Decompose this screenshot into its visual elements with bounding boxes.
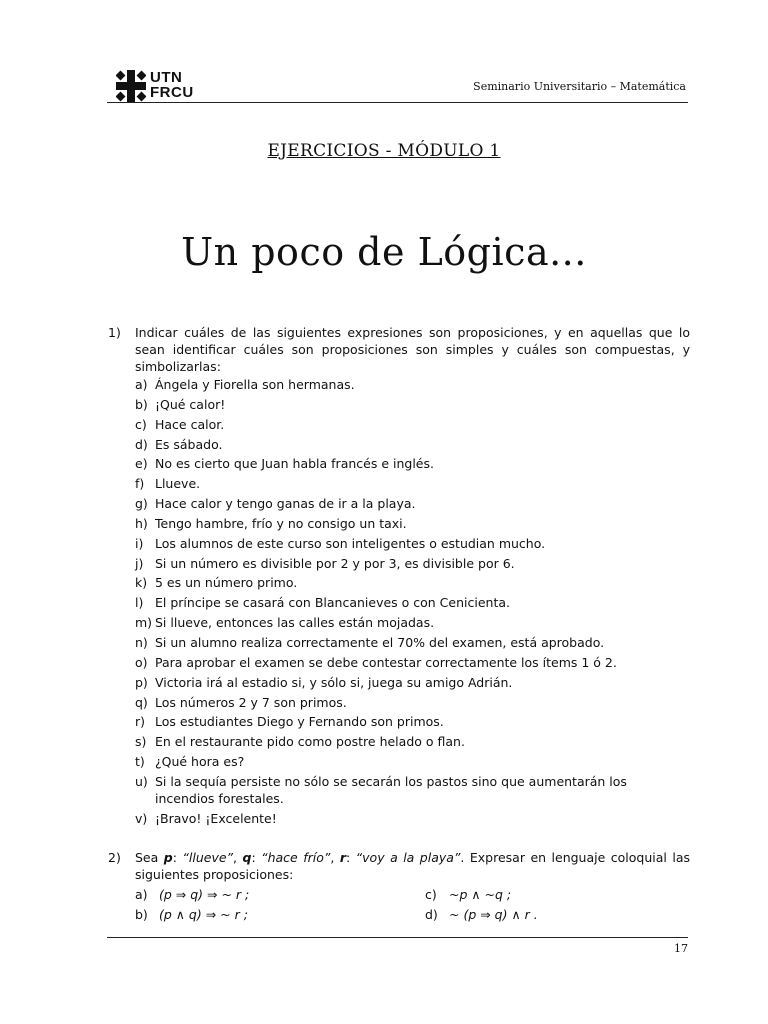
sea-word: Sea	[135, 850, 159, 865]
exercise-2-instruction: . Expresar en lenguaje coloquial las siguientes proposiciones:	[135, 850, 690, 882]
item-text: Si un número es divisible por 2 y por 3, es divisible por 6.	[155, 555, 515, 571]
item-text: Ángela y Fiorella son hermanas.	[155, 377, 355, 392]
list-item	[135, 594, 690, 611]
exercise-1-statement: Indicar cuáles de las siguientes expresiones son proposiciones, y en aquellas que lo sean identificar cuáles son proposiciones son simples y cuáles son compuestas, y simbolizarlas:	[135, 325, 690, 374]
utn-logo	[116, 70, 196, 102]
item-text: ¿Qué hora es?	[155, 754, 245, 770]
page-title: Un poco de Lógica...	[181, 230, 587, 274]
formula: (p ⇒ q) ⇒ ~ r ;	[159, 887, 250, 902]
list-item	[135, 436, 690, 453]
formula: ~ (p ⇒ q) ∧ r .	[449, 907, 538, 922]
q-definition: “hace frío”	[261, 850, 331, 865]
item-label: a)	[135, 377, 148, 392]
item-text: Hace calor.	[155, 416, 225, 432]
list-item	[135, 674, 690, 691]
formula-item	[425, 886, 690, 903]
p-symbol: p	[163, 850, 173, 865]
item-label: c)	[425, 887, 437, 902]
list-item	[135, 753, 690, 770]
item-text: Tengo hambre, frío y no consigo un taxi.	[155, 515, 407, 531]
item-label: p)	[135, 674, 148, 690]
item-label: k)	[135, 575, 148, 591]
list-item	[135, 376, 690, 393]
header-divider	[107, 102, 688, 103]
item-label: t)	[135, 754, 145, 770]
item-text: ¡Qué calor!	[155, 396, 226, 412]
item-text: Victoria irá al estadio si, y sólo si, juega su amigo Adrián.	[155, 674, 513, 690]
item-text: El príncipe se casará con Blancanieves o con Cenicienta.	[155, 595, 510, 611]
item-label: m)	[135, 615, 153, 631]
item-text: No es cierto que Juan habla francés e inglés.	[155, 456, 434, 472]
item-label: b)	[135, 907, 148, 922]
list-item	[135, 713, 690, 730]
item-text: 5 es un número primo.	[155, 575, 298, 591]
item-label: v)	[135, 810, 148, 826]
p-definition: “llueve”	[182, 850, 234, 865]
item-label: o)	[135, 654, 148, 670]
item-text: Los estudiantes Diego y Fernando son primos.	[155, 714, 444, 730]
list-item	[135, 654, 690, 671]
item-text: Para aprobar el examen se debe contestar correctamente los ítems 1 ó 2.	[155, 654, 617, 670]
item-text: Llueve.	[155, 476, 201, 492]
list-item	[135, 515, 690, 532]
r-symbol: r	[339, 850, 346, 865]
logo-text	[150, 70, 194, 100]
item-text: ¡Bravo! ¡Excelente!	[155, 810, 277, 826]
item-text: Los alumnos de este curso son inteligentes o estudian mucho.	[155, 535, 546, 551]
item-label: a)	[135, 887, 148, 902]
item-label: g)	[135, 496, 148, 512]
exercise-2-number: 2)	[108, 850, 121, 865]
formula: ~p ∧ ~q ;	[449, 887, 512, 902]
item-label: f)	[135, 476, 145, 492]
list-item	[135, 810, 690, 827]
list-item	[135, 614, 690, 631]
exercise-2	[108, 849, 690, 923]
item-text: Si un alumno realiza correctamente el 70% del examen, está aprobado.	[155, 634, 605, 650]
list-item	[135, 455, 690, 472]
formula: (p ∧ q) ⇒ ~ r ;	[159, 907, 248, 922]
list-item	[135, 416, 690, 433]
item-label: d)	[135, 436, 148, 452]
item-text: Los números 2 y 7 son primos.	[155, 694, 347, 710]
exercise-1	[108, 324, 690, 830]
q-symbol: q	[242, 850, 252, 865]
module-subtitle: EJERCICIOS - MÓDULO 1	[267, 141, 501, 161]
formula-item	[135, 886, 425, 903]
item-label: b)	[135, 396, 148, 412]
item-text: Es sábado.	[155, 436, 223, 452]
list-item	[135, 535, 690, 552]
logo-line-frcu: FRCU	[150, 84, 194, 101]
exercise-1-items	[135, 376, 690, 827]
course-header: Seminario Universitario – Matemática	[473, 80, 686, 93]
logo-line-utn: UTN	[150, 69, 183, 86]
item-label: d)	[425, 907, 438, 922]
exercise-2-items	[135, 886, 690, 923]
item-label: r)	[135, 714, 146, 730]
item-text: En el restaurante pido como postre helado o flan.	[155, 734, 465, 750]
item-label: h)	[135, 515, 148, 531]
r-definition: “voy a la playa”	[355, 850, 461, 865]
item-label: q)	[135, 694, 148, 710]
item-label: l)	[135, 595, 144, 611]
formula-item	[425, 906, 690, 923]
item-label: s)	[135, 734, 147, 750]
item-text: Si la sequía persiste no sólo se secarán los pastos sino que aumentarán los incendios forestales.	[155, 773, 627, 806]
item-text: Si llueve, entonces las calles están mojadas.	[155, 615, 435, 631]
list-item	[135, 634, 690, 651]
list-item	[135, 574, 690, 591]
item-text: Hace calor y tengo ganas de ir a la playa.	[155, 496, 416, 512]
exercise-2-statement: Sea p: “llueve”, q: “hace frío”, r: “voy a la playa”. Expresar en lenguaje coloquial las siguientes proposiciones:	[135, 850, 690, 882]
item-label: u)	[135, 773, 148, 789]
list-item	[135, 773, 690, 807]
list-item	[135, 694, 690, 711]
list-item	[135, 396, 690, 413]
page-number: 17	[674, 942, 688, 955]
footer-divider	[107, 937, 688, 938]
exercise-1-number: 1)	[108, 325, 121, 340]
item-label: j)	[135, 555, 144, 571]
item-label: n)	[135, 634, 148, 650]
item-label: i)	[135, 535, 144, 551]
list-item	[135, 495, 690, 512]
list-item	[135, 475, 690, 492]
item-label: c)	[135, 416, 147, 432]
list-item	[135, 555, 690, 572]
list-item	[135, 733, 690, 750]
formula-item	[135, 906, 425, 923]
item-label: e)	[135, 456, 148, 472]
utn-emblem-icon	[116, 70, 146, 102]
